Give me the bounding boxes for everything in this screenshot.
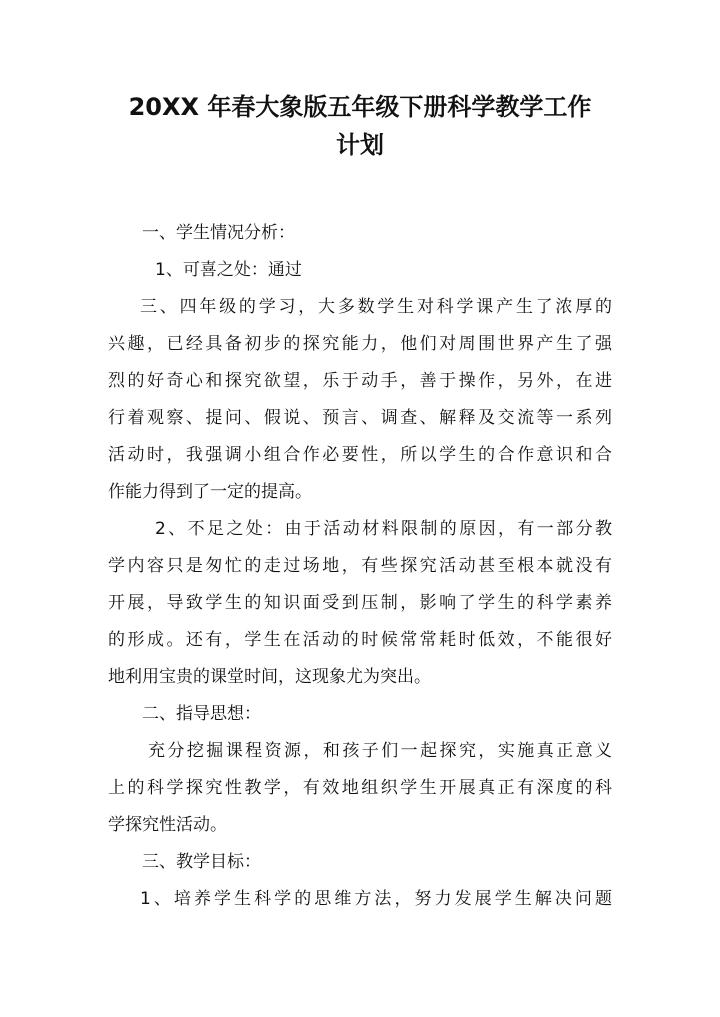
document-title: 20XX 年春大象版五年级下册科学教学工作: [128, 93, 592, 121]
subheading-weaknesses: 2、不足之处：由于活动材料限制的原因，有一部分教: [155, 519, 612, 539]
paragraph-line: 作能力得到了一定的提高。: [108, 482, 312, 502]
paragraph-line: 的形成。还有，学生在活动的时候常常耗时低效，不能很好: [108, 630, 612, 650]
paragraph-line: 充分挖掘课程资源，和孩子们一起探究，实施真正意义: [148, 741, 612, 761]
paragraph-line: 行着观察、提问、假说、预言、调查、解释及交流等一系列: [108, 408, 612, 428]
paragraph-line: 活动时，我强调小组合作必要性，所以学生的合作意识和合: [108, 445, 612, 465]
paragraph-line: 兴趣，已经具备初步的探究能力，他们对周围世界产生了强: [108, 334, 612, 354]
paragraph-line: 三、四年级的学习，大多数学生对科学课产生了浓厚的: [140, 297, 612, 317]
section-heading-teaching-goals: 三、教学目标：: [142, 852, 261, 872]
paragraph-line: 上的科学探究性教学，有效地组织学生开展真正有深度的科: [108, 778, 612, 798]
paragraph-line: 开展，导致学生的知识面受到压制，影响了学生的科学素养: [108, 593, 612, 613]
paragraph-line: 学内容只是匆忙的走过场地，有些探究活动甚至根本就没有: [108, 556, 612, 576]
paragraph-line: 学探究性活动。: [108, 815, 227, 835]
section-heading-guiding-ideas: 二、指导思想：: [142, 704, 261, 724]
paragraph-line: 烈的好奇心和探究欲望，乐于动手，善于操作，另外，在进: [108, 371, 612, 391]
paragraph-line: 地利用宝贵的课堂时间，这现象尤为突出。: [108, 667, 431, 687]
paragraph-line: 1、培养学生科学的思维方法，努力发展学生解决问题: [140, 889, 612, 909]
subheading-strengths: 1、可喜之处：通过: [155, 260, 302, 280]
section-heading-student-analysis: 一、学生情况分析：: [142, 223, 295, 243]
document-title-continued: 计划: [336, 131, 384, 159]
